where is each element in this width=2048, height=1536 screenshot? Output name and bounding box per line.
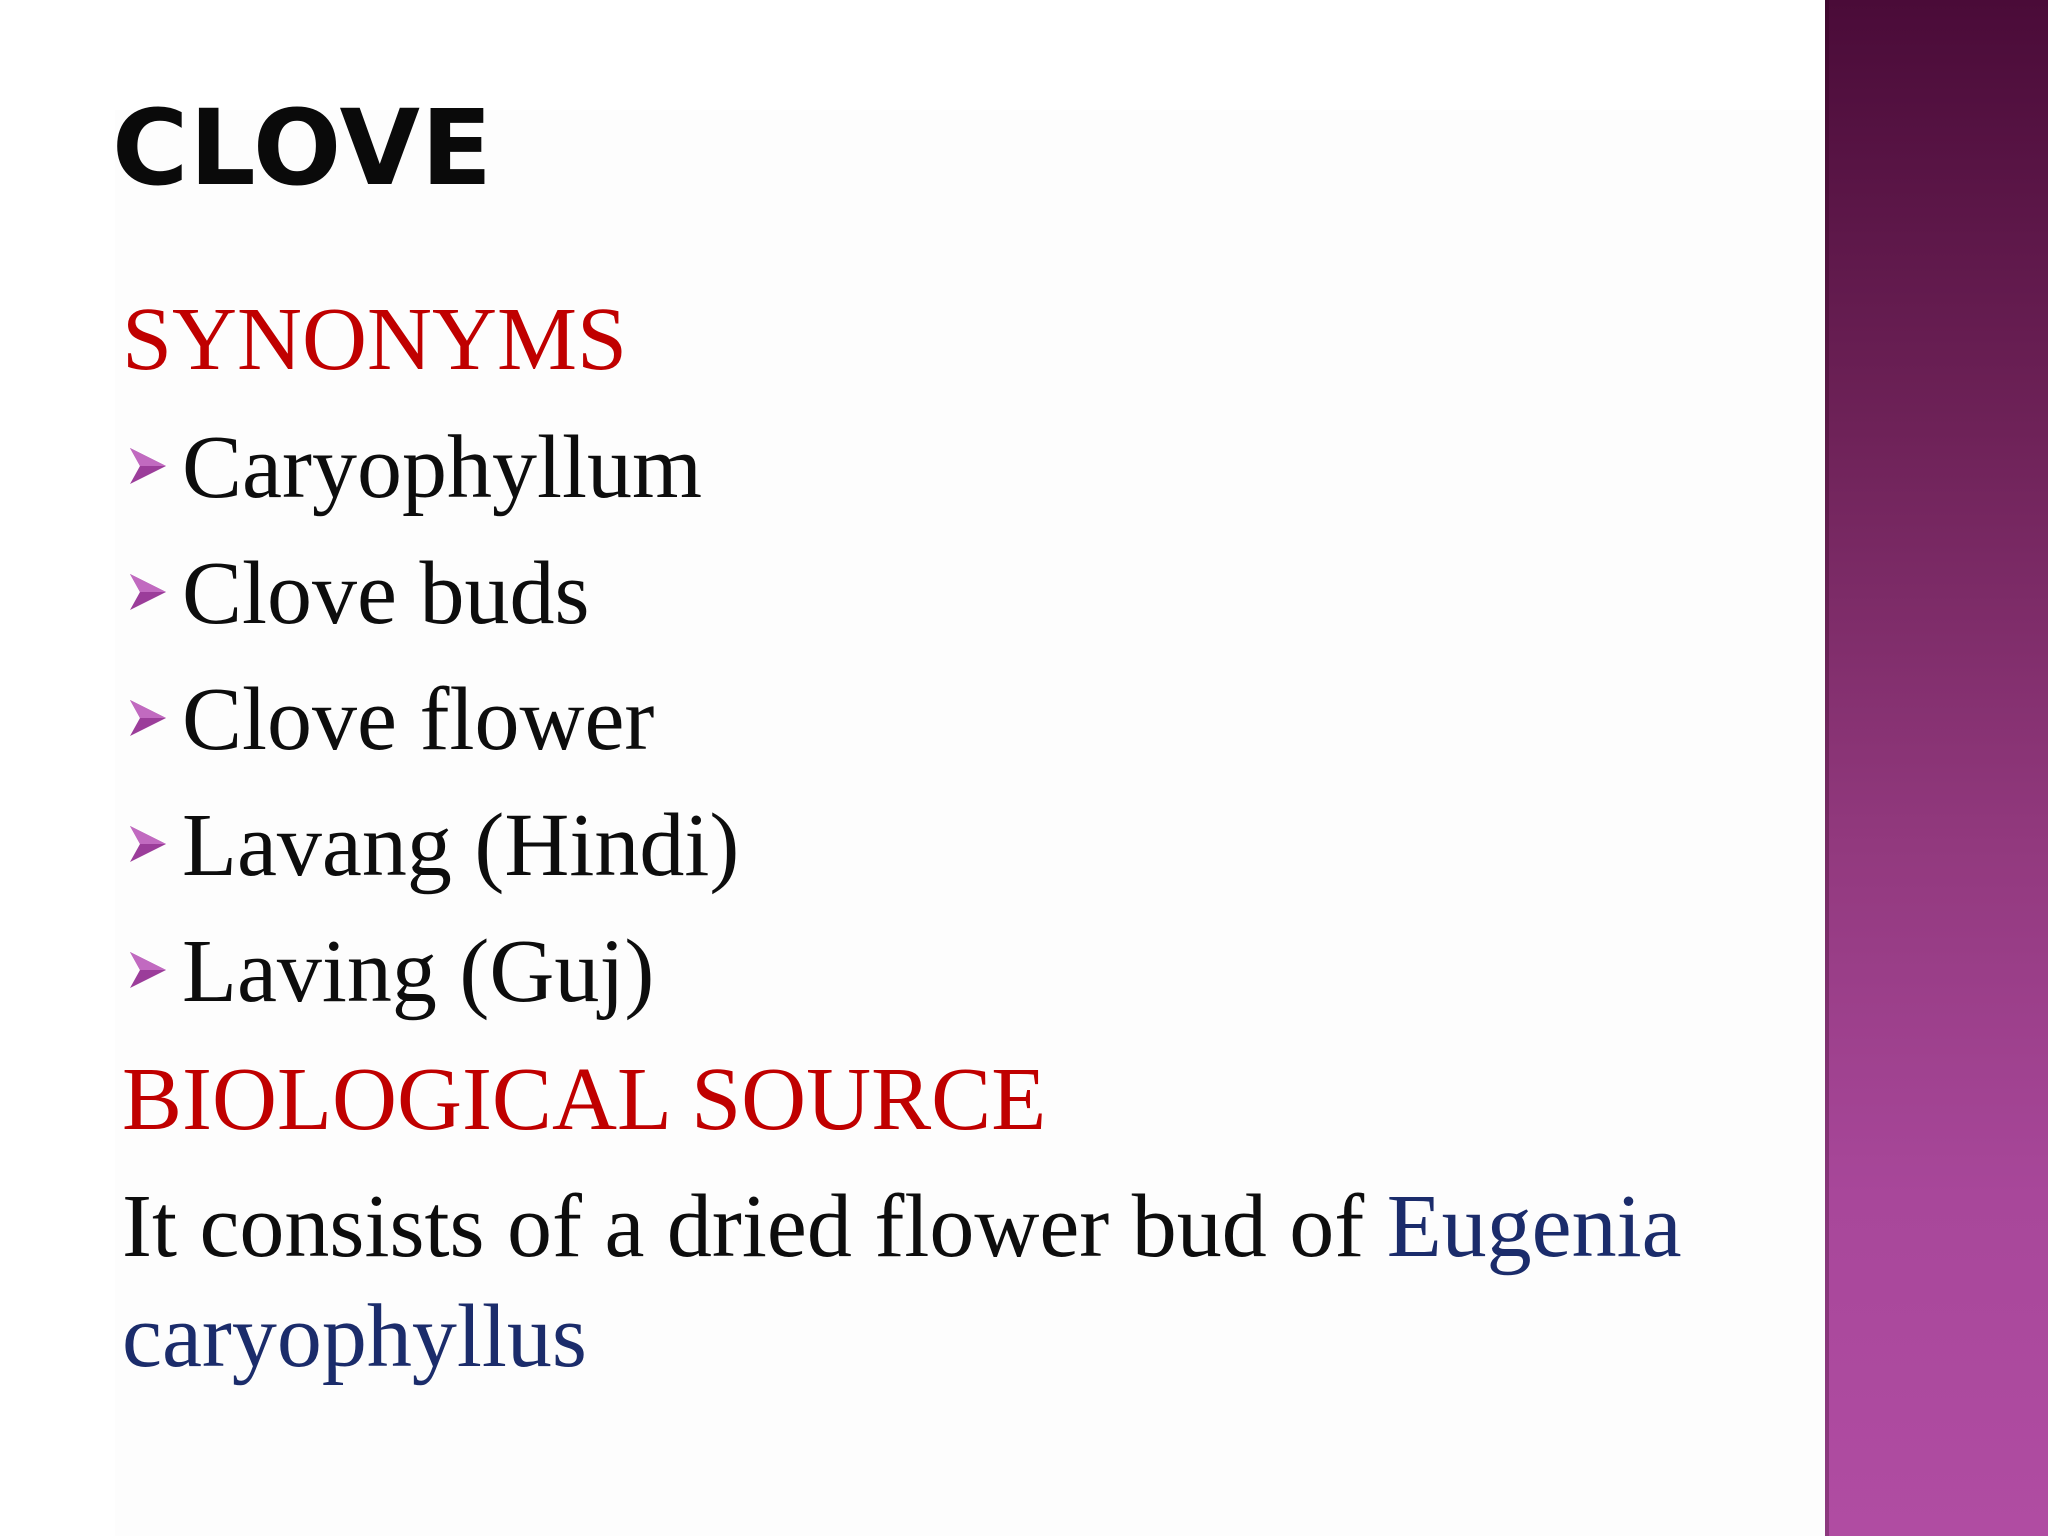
synonym-label: Caryophyllum	[182, 418, 702, 517]
synonyms-list	[126, 418, 739, 1048]
arrowhead-bullet-icon	[126, 444, 182, 488]
synonym-label: Lavang (Hindi)	[182, 796, 740, 895]
synonym-item	[126, 670, 739, 796]
decorative-side-bar	[1825, 0, 2048, 1536]
biological-source-heading: BIOLOGICAL SOURCE	[122, 1050, 1047, 1149]
arrowhead-bullet-icon	[126, 570, 182, 614]
species-name: Eugenia caryophyllus	[122, 1177, 1682, 1386]
synonym-label: Clove flower	[182, 670, 655, 769]
synonym-item	[126, 418, 739, 544]
arrowhead-bullet-icon	[126, 822, 182, 866]
synonym-label: Clove buds	[182, 544, 590, 643]
biological-source-text	[122, 1172, 1762, 1392]
synonyms-heading: SYNONYMS	[122, 290, 628, 389]
synonym-item	[126, 796, 739, 922]
synonym-item	[126, 544, 739, 670]
arrowhead-bullet-icon	[126, 696, 182, 740]
synonym-item	[126, 922, 739, 1048]
synonym-label: Laving (Guj)	[182, 922, 655, 1021]
slide-title: CLOVE	[112, 87, 494, 209]
arrowhead-bullet-icon	[126, 948, 182, 992]
biological-source-prefix: It consists of a dried flower bud of	[122, 1177, 1387, 1276]
